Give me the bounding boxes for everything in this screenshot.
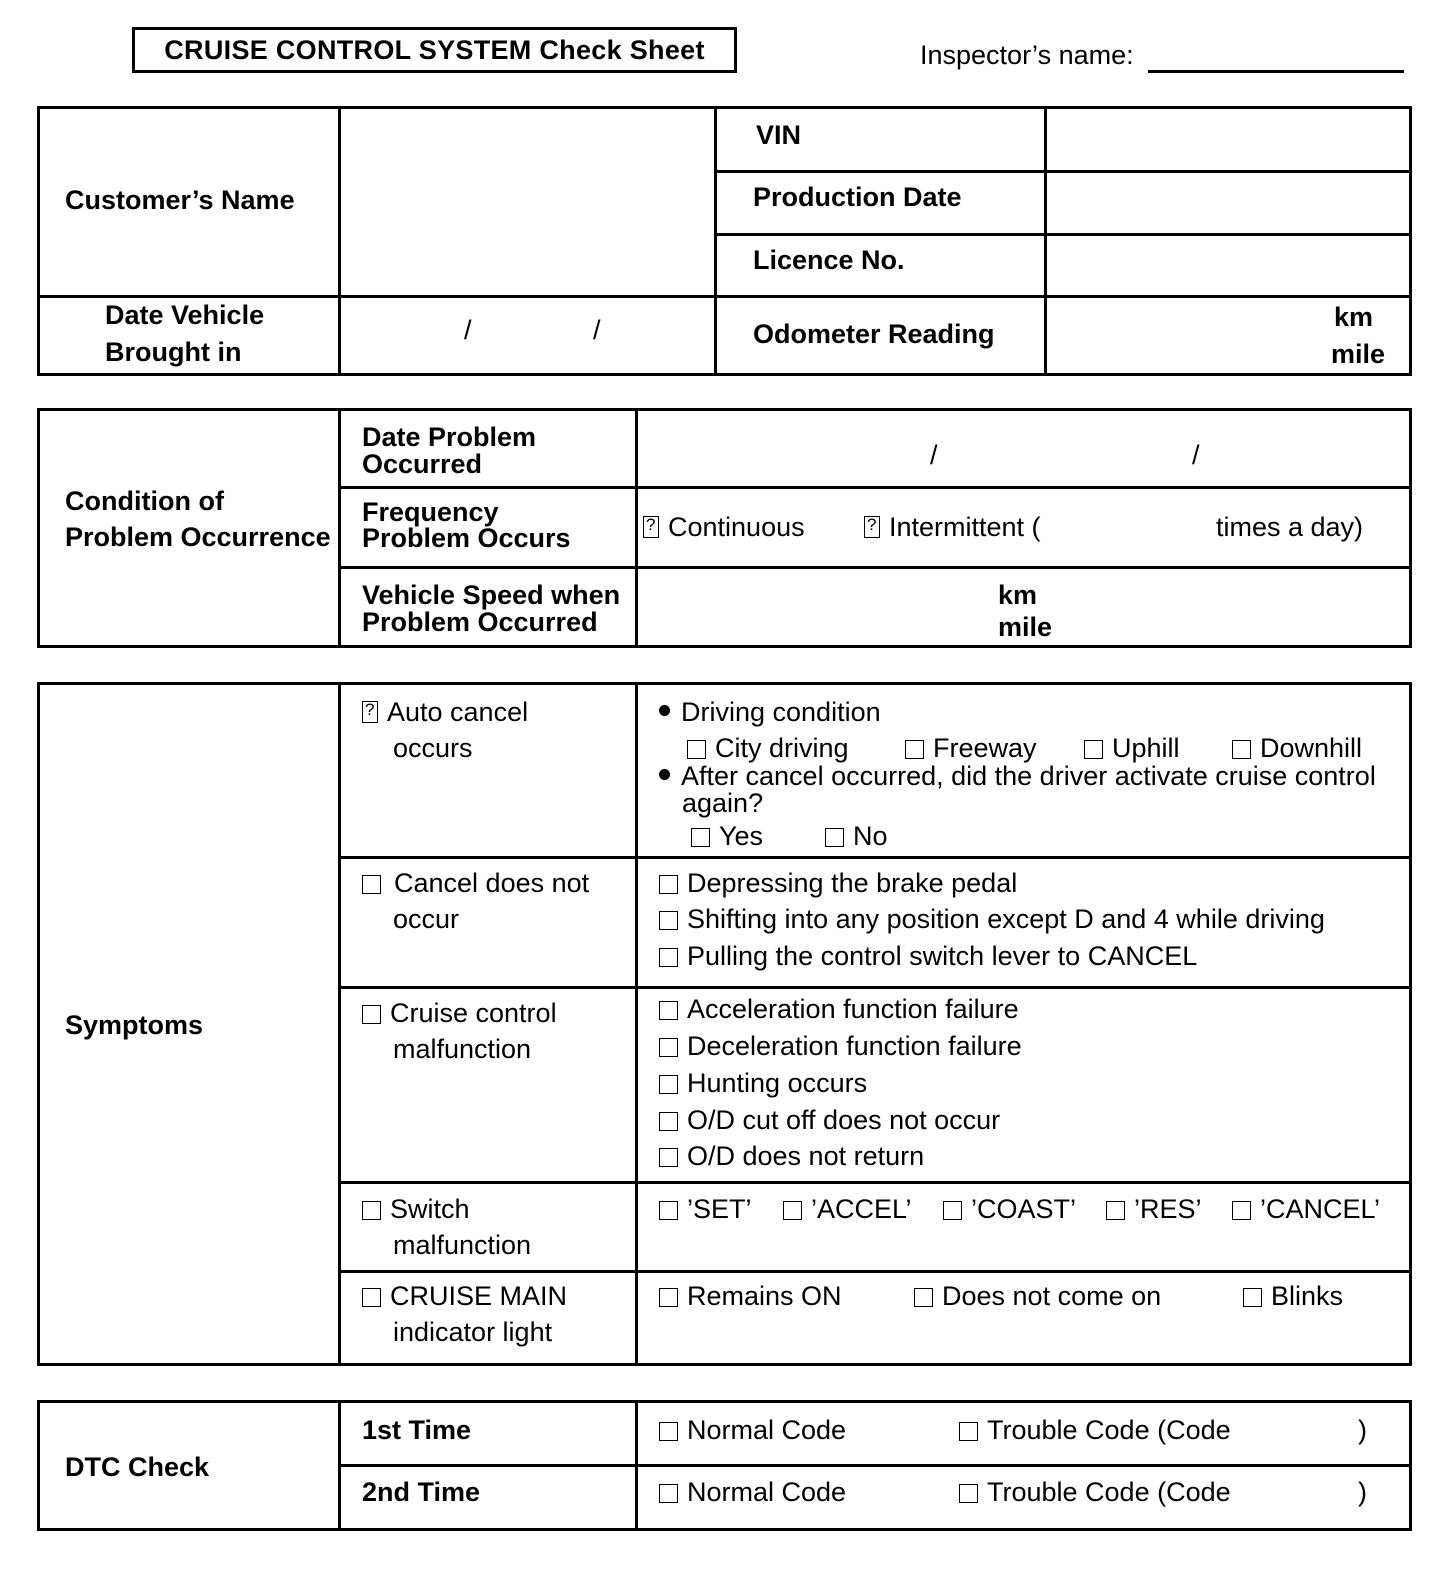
auto-cancel-label: occurs <box>393 733 473 763</box>
divider <box>714 109 717 373</box>
odometer-label: Odometer Reading <box>753 319 995 349</box>
divider <box>338 1464 1409 1467</box>
first-time-label: 1st Time <box>362 1415 472 1445</box>
times-a-day-label: times a day) <box>1216 512 1364 542</box>
checkbox[interactable] <box>1106 1201 1125 1220</box>
shifting-option[interactable]: Shifting into any position except D and 4 while driving <box>659 901 1325 937</box>
accel-switch-option[interactable]: ’ACCEL’ <box>783 1191 912 1227</box>
checkbox[interactable] <box>362 1005 381 1024</box>
vin-label: VIN <box>756 120 802 150</box>
date-separator: / <box>1192 440 1200 470</box>
od-return-option[interactable]: O/D does not return <box>659 1138 924 1174</box>
production-date-label: Production Date <box>753 182 962 212</box>
checkbox[interactable] <box>362 875 381 894</box>
freeway-option[interactable]: Freeway <box>905 730 1037 766</box>
speed-unit-km: km <box>998 580 1038 610</box>
checkbox[interactable] <box>1084 740 1103 759</box>
date-problem-label: Date Problem <box>362 422 537 452</box>
cancel-not-occur-option[interactable]: Cancel does not <box>362 865 589 901</box>
speed-label: Problem Occurred <box>362 607 598 637</box>
od-cut-off-option[interactable]: O/D cut off does not occur <box>659 1102 1000 1138</box>
dtc-check-label: DTC Check <box>65 1452 210 1482</box>
city-driving-option[interactable]: City driving <box>687 730 849 766</box>
second-normal-code-option[interactable]: Normal Code <box>659 1474 846 1510</box>
uphill-option[interactable]: Uphill <box>1084 730 1180 766</box>
cruise-control-malfunction-label: malfunction <box>393 1034 532 1064</box>
coast-switch-option[interactable]: ’COAST’ <box>943 1191 1076 1227</box>
condition-label: Problem Occurrence <box>65 522 331 552</box>
cruise-main-indicator-option[interactable]: CRUISE MAIN <box>362 1278 567 1314</box>
checkbox[interactable] <box>659 875 678 894</box>
production-date-field[interactable] <box>1047 173 1409 233</box>
divider <box>338 566 1409 569</box>
continuous-option[interactable]: ? Continuous <box>643 509 805 545</box>
checkbox[interactable] <box>659 948 678 967</box>
checkbox[interactable] <box>659 1075 678 1094</box>
divider <box>635 685 638 1363</box>
downhill-option[interactable]: Downhill <box>1232 730 1362 766</box>
dtc-check-table <box>37 1400 1412 1531</box>
checkbox[interactable] <box>362 1288 381 1307</box>
divider <box>635 411 638 645</box>
date-separator: / <box>464 315 472 345</box>
yes-option[interactable]: Yes <box>691 818 763 854</box>
checkbox[interactable] <box>691 828 710 847</box>
divider <box>338 486 1409 489</box>
vehicle-info-table <box>37 106 1412 376</box>
after-cancel-question: After cancel occurred, did the driver activate cruise control <box>659 762 1376 790</box>
divider <box>338 685 341 1363</box>
checkbox[interactable] <box>659 1422 678 1441</box>
odometer-unit-km: km <box>1334 302 1374 332</box>
acceleration-failure-option[interactable]: Acceleration function failure <box>659 991 1019 1027</box>
checkbox[interactable] <box>905 740 924 759</box>
checkbox[interactable] <box>687 740 706 759</box>
checkbox[interactable] <box>959 1484 978 1503</box>
checkbox[interactable] <box>362 701 378 723</box>
bullet-icon <box>659 769 670 780</box>
checkbox[interactable] <box>825 828 844 847</box>
inspector-name-field[interactable] <box>1148 70 1404 73</box>
checkbox[interactable] <box>659 1148 678 1167</box>
driving-condition-label: Driving condition <box>659 694 881 730</box>
checkbox[interactable] <box>362 1201 381 1220</box>
condition-table <box>37 408 1412 648</box>
symptoms-table <box>37 682 1412 1366</box>
checkbox[interactable] <box>659 1001 678 1020</box>
deceleration-failure-option[interactable]: Deceleration function failure <box>659 1028 1022 1064</box>
sheet-title: CRUISE CONTROL SYSTEM Check Sheet <box>132 27 737 73</box>
cruise-main-indicator-label: indicator light <box>393 1317 553 1347</box>
second-time-label: 2nd Time <box>362 1477 481 1507</box>
remains-on-option[interactable]: Remains ON <box>659 1278 842 1314</box>
intermittent-option[interactable]: ? Intermittent ( <box>864 509 1041 545</box>
switch-malfunction-option[interactable]: Switch <box>362 1191 470 1227</box>
set-switch-option[interactable]: ’SET’ <box>659 1191 752 1227</box>
code-close-paren: ) <box>1358 1477 1367 1507</box>
date-separator: / <box>593 315 601 345</box>
after-cancel-question: again? <box>682 788 764 818</box>
checkbox[interactable] <box>914 1288 933 1307</box>
divider <box>338 1181 1409 1184</box>
cancel-not-occur-label: occur <box>393 904 460 934</box>
checkbox[interactable] <box>1232 740 1251 759</box>
inspector-name-label: Inspector’s name: <box>920 40 1134 70</box>
cruise-control-malfunction-option[interactable]: Cruise control <box>362 995 557 1031</box>
checkbox[interactable] <box>659 1484 678 1503</box>
date-separator: / <box>930 440 938 470</box>
date-brought-label: Date Vehicle <box>105 300 265 330</box>
frequency-label: Frequency <box>362 497 499 527</box>
first-normal-code-option[interactable]: Normal Code <box>659 1412 846 1448</box>
second-trouble-code-option[interactable]: Trouble Code (Code <box>959 1474 1231 1510</box>
checkbox[interactable] <box>659 911 678 930</box>
checkbox[interactable] <box>864 516 880 538</box>
divider <box>338 856 1409 859</box>
divider <box>338 986 1409 989</box>
speed-label: Vehicle Speed when <box>362 580 621 610</box>
checkbox[interactable] <box>943 1201 962 1220</box>
pulling-option[interactable]: Pulling the control switch lever to CANCEL <box>659 938 1197 974</box>
bullet-icon <box>659 705 670 716</box>
customer-name-label: Customer’s Name <box>65 185 295 215</box>
checkbox[interactable] <box>1243 1288 1262 1307</box>
checkbox[interactable] <box>659 1038 678 1057</box>
cancel-switch-option[interactable]: ’CANCEL’ <box>1232 1191 1380 1227</box>
auto-cancel-option[interactable]: ?Auto cancel <box>362 694 528 730</box>
customer-name-field[interactable] <box>341 109 714 295</box>
checkbox[interactable] <box>659 1201 678 1220</box>
licence-no-field[interactable] <box>1047 236 1409 295</box>
symptoms-label: Symptoms <box>65 1010 204 1040</box>
divider <box>338 411 341 645</box>
checkbox[interactable] <box>643 516 659 538</box>
switch-malfunction-label: malfunction <box>393 1230 532 1260</box>
checkbox[interactable] <box>659 1112 678 1131</box>
code-close-paren: ) <box>1358 1415 1367 1445</box>
odometer-unit-mile: mile <box>1331 339 1386 369</box>
checkbox[interactable] <box>959 1422 978 1441</box>
divider <box>338 1270 1409 1273</box>
frequency-label: Problem Occurs <box>362 523 571 553</box>
first-trouble-code-option[interactable]: Trouble Code (Code <box>959 1412 1231 1448</box>
checkbox[interactable] <box>1232 1201 1251 1220</box>
does-not-come-on-option[interactable]: Does not come on <box>914 1278 1161 1314</box>
condition-label: Condition of <box>65 486 224 516</box>
blinks-option[interactable]: Blinks <box>1243 1278 1343 1314</box>
date-problem-label: Occurred <box>362 449 483 479</box>
vin-field[interactable] <box>1047 109 1409 170</box>
res-switch-option[interactable]: ’RES’ <box>1106 1191 1202 1227</box>
no-option[interactable]: No <box>825 818 888 854</box>
checkbox[interactable] <box>783 1201 802 1220</box>
licence-no-label: Licence No. <box>753 245 905 275</box>
speed-unit-mile: mile <box>998 612 1053 642</box>
hunting-option[interactable]: Hunting occurs <box>659 1065 867 1101</box>
checkbox[interactable] <box>659 1288 678 1307</box>
brake-option[interactable]: Depressing the brake pedal <box>659 865 1017 901</box>
date-brought-label: Brought in <box>105 337 242 367</box>
